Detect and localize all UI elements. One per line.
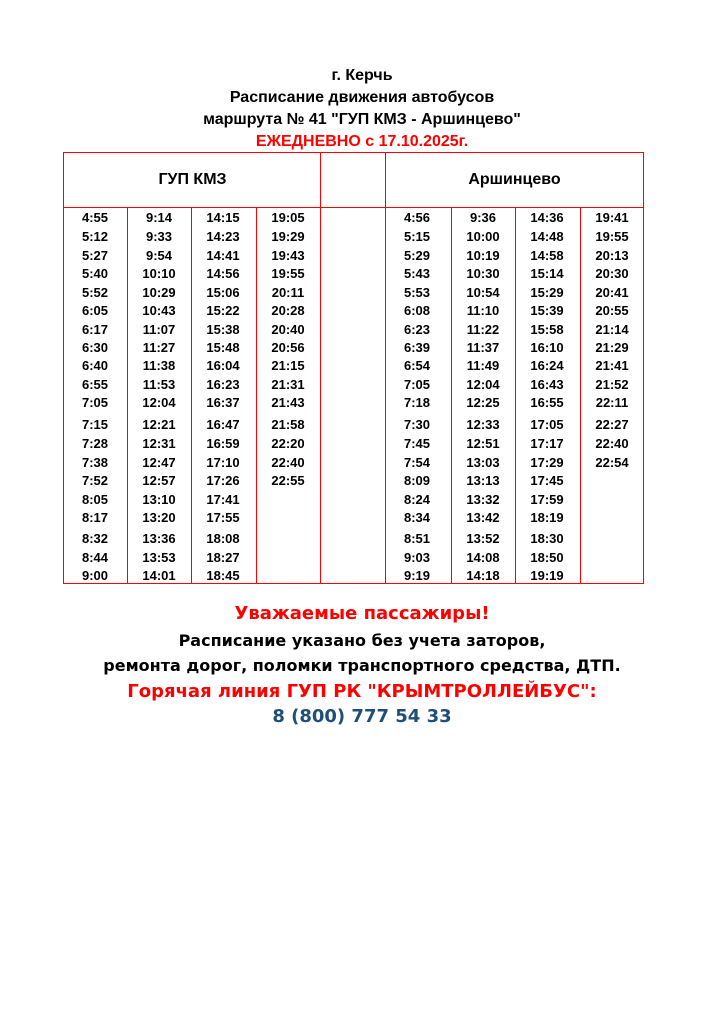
- departure-time: 19:29: [271, 229, 305, 244]
- departure-time: 4:55: [81, 210, 109, 225]
- departure-time: 7:38: [81, 455, 109, 470]
- departure-time: 8:05: [81, 492, 109, 507]
- departure-time: 7:45: [403, 436, 431, 451]
- departure-time: 20:41: [595, 285, 629, 300]
- departure-time: 16:24: [530, 358, 564, 373]
- departure-time: 21:52: [595, 377, 629, 392]
- departure-time: 22:27: [595, 417, 629, 432]
- schedule-title: Расписание движения автобусов: [229, 89, 495, 106]
- departure-time: 18:08: [206, 531, 240, 546]
- departure-time: 7:30: [403, 417, 431, 432]
- departure-time: 5:29: [403, 248, 431, 263]
- disclaimer-line-1: Расписание указано без учета заторов,: [178, 631, 546, 650]
- city-heading: г. Керчь: [331, 67, 393, 84]
- departure-time: 19:43: [271, 248, 305, 263]
- departure-time: 12:51: [466, 436, 500, 451]
- departure-time: 9:33: [145, 229, 173, 244]
- departure-time: 9:54: [145, 248, 173, 263]
- departure-time: 13:42: [466, 510, 500, 525]
- departure-time: 22:55: [271, 473, 305, 488]
- departure-time: 14:36: [530, 210, 564, 225]
- header-divider: [64, 207, 643, 208]
- departure-time: 20:13: [595, 248, 629, 263]
- departure-time: 16:59: [206, 436, 240, 451]
- departure-time: 7:05: [81, 395, 109, 410]
- departure-time: 19:55: [271, 266, 305, 281]
- departure-time: 14:18: [466, 568, 500, 583]
- departure-time: 16:23: [206, 377, 240, 392]
- hotline-phone: 8 (800) 777 54 33: [272, 706, 452, 727]
- departure-time: 12:21: [142, 417, 176, 432]
- route-title: маршрута № 41 "ГУП КМЗ - Аршинцево": [203, 111, 521, 128]
- departure-time: 22:20: [271, 436, 305, 451]
- departure-time: 10:19: [466, 248, 500, 263]
- departure-time: 19:55: [595, 229, 629, 244]
- departure-time: 9:19: [403, 568, 431, 583]
- departure-time: 12:04: [142, 395, 176, 410]
- departure-time: 14:58: [530, 248, 564, 263]
- departure-time: 6:40: [81, 358, 109, 373]
- departure-time: 8:32: [81, 531, 109, 546]
- disclaimer-line-2: ремонта дорог, поломки транспортного средства, ДТП.: [103, 656, 621, 675]
- departure-time: 21:58: [271, 417, 305, 432]
- departure-time: 13:32: [466, 492, 500, 507]
- departure-time: 16:10: [530, 340, 564, 355]
- departure-time: 16:04: [206, 358, 240, 373]
- from-stop-header: ГУП КМЗ: [158, 171, 227, 188]
- departure-time: 10:29: [142, 285, 176, 300]
- col-divider: [320, 153, 321, 583]
- departure-time: 15:39: [530, 303, 564, 318]
- departure-time: 9:03: [403, 550, 431, 565]
- to-stop-header: Аршинцево: [468, 171, 561, 188]
- departure-time: 19:41: [595, 210, 629, 225]
- departure-time: 22:40: [271, 455, 305, 470]
- departure-time: 9:14: [145, 210, 173, 225]
- departure-time: 14:56: [206, 266, 240, 281]
- departure-time: 13:36: [142, 531, 176, 546]
- departure-time: 20:30: [595, 266, 629, 281]
- departure-time: 8:44: [81, 550, 109, 565]
- departure-time: 4:56: [403, 210, 431, 225]
- departure-time: 6:17: [81, 322, 109, 337]
- departure-time: 12:57: [142, 473, 176, 488]
- departure-time: 13:52: [466, 531, 500, 546]
- departure-time: 11:53: [142, 377, 176, 392]
- departure-time: 8:34: [403, 510, 431, 525]
- departure-time: 14:48: [530, 229, 564, 244]
- departure-time: 20:40: [271, 322, 305, 337]
- departure-time: 6:08: [403, 303, 431, 318]
- departure-time: 11:38: [142, 358, 176, 373]
- departure-time: 21:29: [595, 340, 629, 355]
- departure-time: 21:43: [271, 395, 305, 410]
- departure-time: 11:10: [466, 303, 500, 318]
- departure-time: 16:43: [530, 377, 564, 392]
- departure-time: 18:45: [206, 568, 240, 583]
- departure-time: 12:31: [142, 436, 176, 451]
- departure-time: 10:00: [466, 229, 500, 244]
- departure-time: 9:00: [81, 568, 109, 583]
- departure-time: 10:10: [142, 266, 176, 281]
- departure-time: 6:54: [403, 358, 431, 373]
- departure-time: 15:58: [530, 322, 564, 337]
- departure-time: 10:30: [466, 266, 500, 281]
- departure-time: 13:53: [142, 550, 176, 565]
- departure-time: 15:06: [206, 285, 240, 300]
- departure-time: 6:30: [81, 340, 109, 355]
- departure-time: 18:30: [530, 531, 564, 546]
- departure-time: 6:55: [81, 377, 109, 392]
- departure-time: 14:01: [142, 568, 176, 583]
- departure-time: 16:55: [530, 395, 564, 410]
- departure-time: 11:37: [466, 340, 500, 355]
- departure-time: 20:56: [271, 340, 305, 355]
- departure-time: 20:28: [271, 303, 305, 318]
- departure-time: 7:52: [81, 473, 109, 488]
- passenger-greeting: Уважаемые пассажиры!: [234, 603, 490, 624]
- departure-time: 19:19: [530, 568, 564, 583]
- departure-time: 21:31: [271, 377, 305, 392]
- departure-time: 12:25: [466, 395, 500, 410]
- departure-time: 17:29: [530, 455, 564, 470]
- departure-time: 19:05: [271, 210, 305, 225]
- departure-time: 15:48: [206, 340, 240, 355]
- departure-time: 7:18: [403, 395, 431, 410]
- hotline-label: Горячая линия ГУП РК "КРЫМТРОЛЛЕЙБУС":: [127, 681, 597, 702]
- departure-time: 17:55: [206, 510, 240, 525]
- departure-time: 11:07: [142, 322, 176, 337]
- departure-time: 10:43: [142, 303, 176, 318]
- departure-time: 17:26: [206, 473, 240, 488]
- departure-time: 12:47: [142, 455, 176, 470]
- departure-time: 5:15: [403, 229, 431, 244]
- departure-time: 13:03: [466, 455, 500, 470]
- departure-time: 17:17: [530, 436, 564, 451]
- departure-time: 9:36: [469, 210, 497, 225]
- departure-time: 22:11: [595, 395, 629, 410]
- departure-time: 20:55: [595, 303, 629, 318]
- departure-time: 13:10: [142, 492, 176, 507]
- departure-time: 6:05: [81, 303, 109, 318]
- departure-time: 17:41: [206, 492, 240, 507]
- departure-time: 21:14: [595, 322, 629, 337]
- departure-time: 13:13: [466, 473, 500, 488]
- departure-time: 10:54: [466, 285, 500, 300]
- departure-time: 15:14: [530, 266, 564, 281]
- departure-time: 5:52: [81, 285, 109, 300]
- departure-time: 7:05: [403, 377, 431, 392]
- departure-time: 18:19: [530, 510, 564, 525]
- departure-time: 16:47: [206, 417, 240, 432]
- departure-time: 17:45: [530, 473, 564, 488]
- departure-time: 11:49: [466, 358, 500, 373]
- departure-time: 22:40: [595, 436, 629, 451]
- timetable: [63, 152, 644, 584]
- departure-time: 6:23: [403, 322, 431, 337]
- departure-time: 6:39: [403, 340, 431, 355]
- departure-time: 13:20: [142, 510, 176, 525]
- departure-time: 21:15: [271, 358, 305, 373]
- departure-time: 5:53: [403, 285, 431, 300]
- departure-time: 12:33: [466, 417, 500, 432]
- departure-time: 17:05: [530, 417, 564, 432]
- departure-time: 18:27: [206, 550, 240, 565]
- departure-time: 5:12: [81, 229, 109, 244]
- departure-time: 8:51: [403, 531, 431, 546]
- departure-time: 18:50: [530, 550, 564, 565]
- departure-time: 7:54: [403, 455, 431, 470]
- departure-time: 22:54: [595, 455, 629, 470]
- departure-time: 8:09: [403, 473, 431, 488]
- departure-time: 8:17: [81, 510, 109, 525]
- departure-time: 17:10: [206, 455, 240, 470]
- departure-time: 17:59: [530, 492, 564, 507]
- departure-time: 14:41: [206, 248, 240, 263]
- departure-time: 11:22: [466, 322, 500, 337]
- departure-time: 7:15: [81, 417, 109, 432]
- departure-time: 7:28: [81, 436, 109, 451]
- departure-time: 8:24: [403, 492, 431, 507]
- departure-time: 14:08: [466, 550, 500, 565]
- departure-time: 5:40: [81, 266, 109, 281]
- departure-time: 15:38: [206, 322, 240, 337]
- departure-time: 5:43: [403, 266, 431, 281]
- departure-time: 11:27: [142, 340, 176, 355]
- departure-time: 14:23: [206, 229, 240, 244]
- departure-time: 16:37: [206, 395, 240, 410]
- departure-time: 14:15: [206, 210, 240, 225]
- departure-time: 20:11: [271, 285, 305, 300]
- departure-time: 15:22: [206, 303, 240, 318]
- departure-time: 12:04: [466, 377, 500, 392]
- departure-time: 21:41: [595, 358, 629, 373]
- departure-time: 15:29: [530, 285, 564, 300]
- departure-time: 5:27: [81, 248, 109, 263]
- daily-validity: ЕЖЕДНЕВНО с 17.10.2025г.: [255, 133, 469, 150]
